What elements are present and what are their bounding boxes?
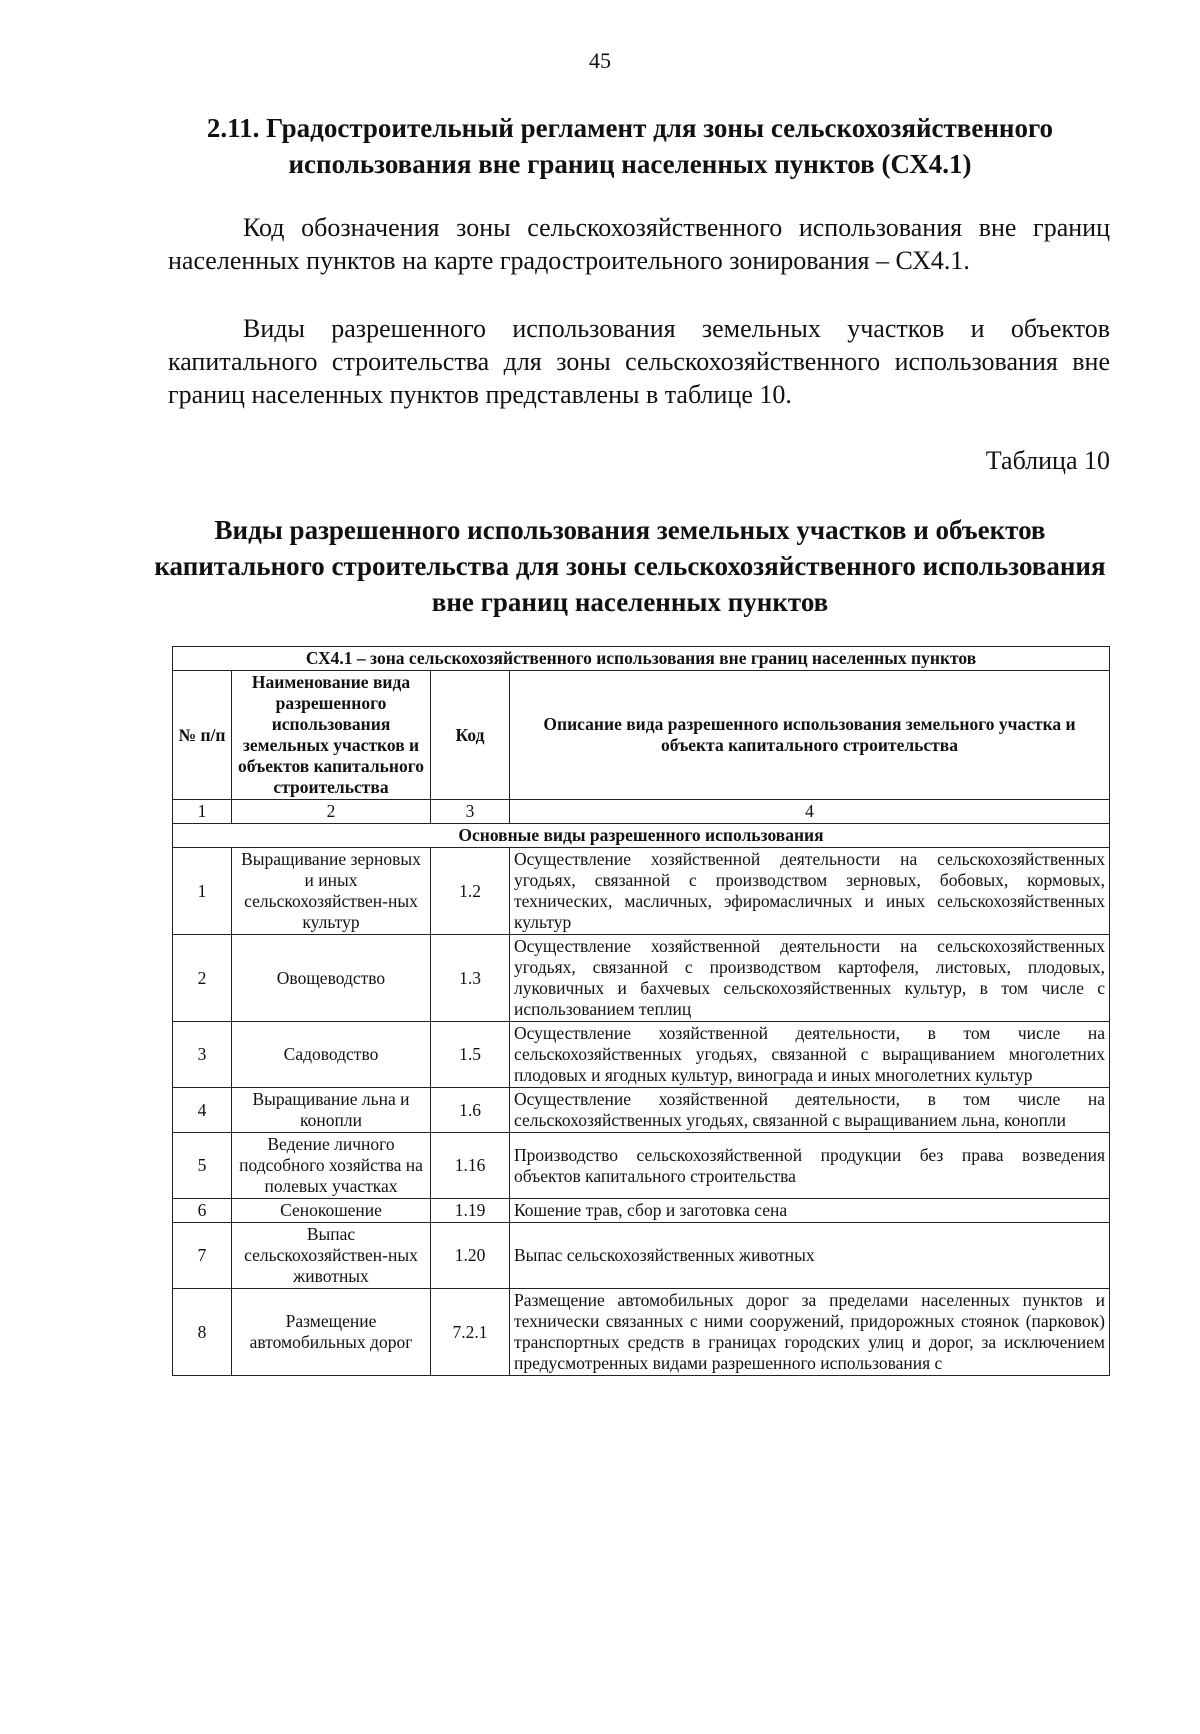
col-number: 3 xyxy=(431,800,510,824)
table-row xyxy=(173,1088,1110,1133)
row-num: 1 xyxy=(173,848,232,935)
paragraph-zone-code: Код обозначения зоны сельскохозяйственного использования вне границ населенных пунктов на карте градостроительного зонирования – СХ4.1. xyxy=(168,213,1110,275)
row-name: Выращивание зерновых и иных сельскохозяйствен-ных культур xyxy=(232,848,431,935)
header-num: № п/п xyxy=(173,671,232,800)
row-num: 8 xyxy=(173,1289,232,1376)
row-num: 3 xyxy=(173,1022,232,1088)
col-number: 2 xyxy=(232,800,431,824)
table-row xyxy=(173,1289,1110,1376)
header-name: Наименование вида разрешенного использования земельных участков и объектов капитального строительства xyxy=(232,671,431,800)
table-row xyxy=(173,1133,1110,1199)
row-desc: Выпас сельскохозяйственных животных xyxy=(510,1223,1110,1289)
row-name: Выращивание льна и конопли xyxy=(232,1088,431,1133)
row-name: Размещение автомобильных дорог xyxy=(232,1289,431,1376)
row-code: 1.2 xyxy=(431,848,510,935)
row-num: 2 xyxy=(173,935,232,1022)
header-desc: Описание вида разрешенного использования земельного участка и объекта капитального строительства xyxy=(510,671,1110,800)
row-code: 1.19 xyxy=(431,1199,510,1223)
table-row xyxy=(173,848,1110,935)
row-desc: Осуществление хозяйственной деятельности, в том числе на сельскохозяйственных угодьях, связанной с выращиванием многолетних плодовых и ягодных культур, винограда и иных многолетних культур xyxy=(510,1022,1110,1088)
zone-header-row xyxy=(173,647,1110,671)
row-code: 1.3 xyxy=(431,935,510,1022)
zone-header: СХ4.1 – зона сельскохозяйственного использования вне границ населенных пунктов xyxy=(173,647,1110,671)
col-number: 1 xyxy=(173,800,232,824)
row-num: 6 xyxy=(173,1199,232,1223)
row-desc: Производство сельскохозяйственной продукции без права возведения объектов капитального строительства xyxy=(510,1133,1110,1199)
row-code: 1.16 xyxy=(431,1133,510,1199)
row-name: Сенокошение xyxy=(232,1199,431,1223)
table-row xyxy=(173,935,1110,1022)
table-row xyxy=(173,1022,1110,1088)
land-use-table xyxy=(172,646,1110,1376)
row-desc: Кошение трав, сбор и заготовка сена xyxy=(510,1199,1110,1223)
column-header-row xyxy=(173,671,1110,800)
header-code: Код xyxy=(431,671,510,800)
page-number: 45 xyxy=(589,48,611,73)
section-label: Основные виды разрешенного использования xyxy=(173,824,1110,848)
row-desc: Размещение автомобильных дорог за пределами населенных пунктов и технически связанных с ними сооружений, придорожных стоянок (парковок) транспортных средств в границах городских улиц и дорог, за исключением предусмотренных видами разрешенного использования с xyxy=(510,1289,1110,1376)
table-row xyxy=(173,1199,1110,1223)
table-row xyxy=(173,1223,1110,1289)
row-num: 4 xyxy=(173,1088,232,1133)
paragraph-table-reference: Виды разрешенного использования земельных участков и объектов капитального строительства для зоны сельскохозяйственного использования вне границ населенных пунктов представлены в таблице 10. xyxy=(168,314,1110,409)
row-desc: Осуществление хозяйственной деятельности, в том числе на сельскохозяйственных угодьях, связанной с выращиванием льна, конопли xyxy=(510,1088,1110,1133)
row-code: 1.5 xyxy=(431,1022,510,1088)
section-row xyxy=(173,824,1110,848)
row-code: 1.20 xyxy=(431,1223,510,1289)
column-number-row xyxy=(173,800,1110,824)
table-caption: Таблица 10 xyxy=(985,446,1110,475)
row-name: Ведение личного подсобного хозяйства на полевых участках xyxy=(232,1133,431,1199)
table-title: Виды разрешенного использования земельных участков и объектов капитального строительства для зоны сельскохозяйственного использования вне границ населенных пунктов xyxy=(154,515,1106,617)
row-code: 1.6 xyxy=(431,1088,510,1133)
col-number: 4 xyxy=(510,800,1110,824)
row-desc: Осуществление хозяйственной деятельности на сельскохозяйственных угодьях, связанной с производством зерновых, бобовых, кормовых, технических, масличных, эфиромасличных и иных сельскохозяйственных культур xyxy=(510,848,1110,935)
section-title: 2.11. Градостроительный регламент для зоны сельскохозяйственного использования вне границ населенных пунктов (СХ4.1) xyxy=(206,113,1054,179)
row-name: Овощеводство xyxy=(232,935,431,1022)
row-num: 5 xyxy=(173,1133,232,1199)
row-name: Садоводство xyxy=(232,1022,431,1088)
row-name: Выпас сельскохозяйствен-ных животных xyxy=(232,1223,431,1289)
row-num: 7 xyxy=(173,1223,232,1289)
row-desc: Осуществление хозяйственной деятельности на сельскохозяйственных угодьях, связанной с производством картофеля, листовых, плодовых, луковичных и бахчевых сельскохозяйственных культур, в том числе с использованием теплиц xyxy=(510,935,1110,1022)
row-code: 7.2.1 xyxy=(431,1289,510,1376)
